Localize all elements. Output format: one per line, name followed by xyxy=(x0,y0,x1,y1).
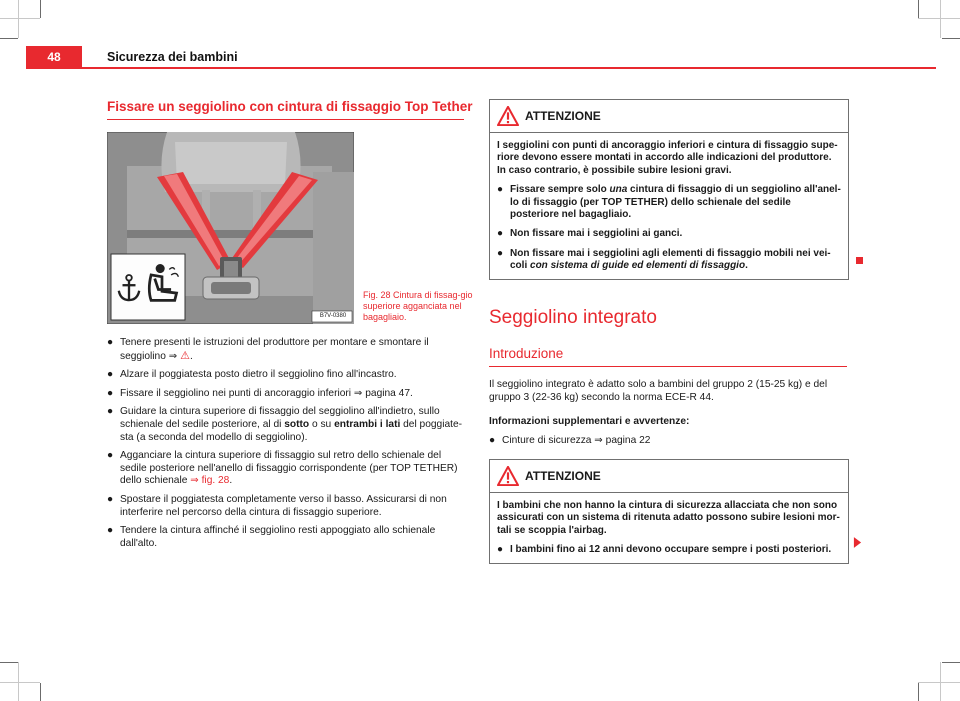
list-item: ● Tenere presenti le istruzioni del produttore per montare e smontare il seggiolino ⇒ ⚠. xyxy=(107,337,429,362)
warning-triangle-icon xyxy=(497,106,519,126)
crop-mark xyxy=(918,18,960,19)
header-rule xyxy=(26,67,936,69)
warning-triangle-icon[interactable]: ⚠ xyxy=(180,349,190,362)
crop-mark xyxy=(942,38,960,39)
crop-mark xyxy=(0,682,40,683)
continue-arrow-icon xyxy=(853,537,862,548)
crop-mark xyxy=(18,662,19,701)
info-label: Informazioni supplementari e avvertenze: xyxy=(489,416,690,427)
crop-mark xyxy=(0,662,18,663)
warning-bullet: ● Non fissare mai i seggiolini ai ganci. xyxy=(497,228,683,240)
warning-triangle-icon xyxy=(497,466,519,486)
list-item: ● Alzare il poggiatesta posto dietro il seggiolino fino all'incastro. xyxy=(107,369,397,381)
list-item: ● Guidare la cintura superiore di fissaggio del seggiolino all'indietro, sullo schienale del sedile posteriore, al di sotto o su entrambi i lati del poggiate-sta (a seconda del modello di seggiolino). xyxy=(107,406,463,443)
child-seat-icon xyxy=(142,262,182,306)
info-bullet: ● Cinture di sicurezza ⇒ pagina 22 xyxy=(489,435,651,446)
warning-box xyxy=(489,459,849,564)
warning-title: ATTENZIONE xyxy=(525,469,601,483)
crop-mark xyxy=(918,682,960,683)
crop-mark xyxy=(40,683,41,701)
crop-mark xyxy=(40,0,41,18)
crop-mark xyxy=(0,18,40,19)
page-number: 48 xyxy=(26,46,82,68)
warning-bullet: ● Fissare sempre solo una cintura di fissaggio di un seggiolino all'anel-lo di fissaggio (per TOP TETHER) dello schienale del sedile posteriore nel bagagliaio. xyxy=(497,184,841,221)
list-item: ● Agganciare la cintura superiore di fissaggio sul retro dello schienale del sedile posteriore nell'anello di fissaggio corrispondente (per TOP TETHER) dello schienale ⇒ fig. 28. xyxy=(107,450,458,487)
warning-text: I bambini che non hanno la cintura di sicurezza allacciata che non sono assicurati con un sistema di ritenuta adatto possono subire lesioni mor-tali se scoppia l'airbag. xyxy=(497,500,840,536)
crop-mark xyxy=(918,0,919,18)
anchor-icon xyxy=(116,273,142,303)
warning-title: ATTENZIONE xyxy=(525,109,601,123)
figure-code: B7V-0380 xyxy=(319,313,347,319)
running-header: Sicurezza dei bambini xyxy=(107,50,238,64)
crop-mark xyxy=(940,662,941,701)
warning-bullet: ● Non fissare mai i seggiolini agli elementi di fissaggio mobili nei vei-coli con sistema di guide ed elementi di fissaggio. xyxy=(497,247,831,272)
crop-mark xyxy=(0,38,18,39)
warning-box xyxy=(489,99,849,280)
list-item: ● Fissare il seggiolino nei punti di ancoraggio inferiori ⇒ pagina 47. xyxy=(107,387,413,399)
section-rule xyxy=(107,119,464,120)
list-item: ● Tendere la cintura affinché il seggiolino resti appoggiato allo schienale dall'alto. xyxy=(107,525,436,549)
subsection-title: Introduzione xyxy=(489,346,564,361)
figure-link[interactable]: ⇒ fig. 28 xyxy=(190,475,230,487)
crop-mark xyxy=(940,0,941,38)
instruction-list xyxy=(107,337,464,556)
crop-mark xyxy=(18,0,19,38)
list-item: ● Spostare il poggiatesta completamente verso il basso. Assicurarsi di non interferire nel percorso della cintura di fissaggio superiore. xyxy=(107,493,447,518)
warning-text: I seggiolini con punti di ancoraggio inferiori e cintura di fissaggio supe-riore devono essere montati in accordo alle indicazioni del produttore. In caso contrario, è possibile subire lesioni gravi. xyxy=(497,140,838,176)
crop-mark xyxy=(942,662,960,663)
section-end-mark xyxy=(856,257,863,264)
crop-mark xyxy=(918,683,919,701)
warning-bullet: ● I bambini fino ai 12 anni devono occupare sempre i posti posteriori. xyxy=(497,544,832,556)
subsection-rule xyxy=(489,366,847,367)
intro-paragraph: Il seggiolino integrato è adatto solo a bambini del gruppo 2 (15-25 kg) e del gruppo 3 (22-36 kg) secondo la norma ECE-R 44. xyxy=(489,379,828,403)
figure-caption: Fig. 28 Cintura di fissag-gio superiore agganciata nel bagagliaio. xyxy=(363,290,473,322)
chapter-title: Seggiolino integrato xyxy=(489,307,657,328)
section-title: Fissare un seggiolino con cintura di fissaggio Top Tether xyxy=(107,99,473,114)
